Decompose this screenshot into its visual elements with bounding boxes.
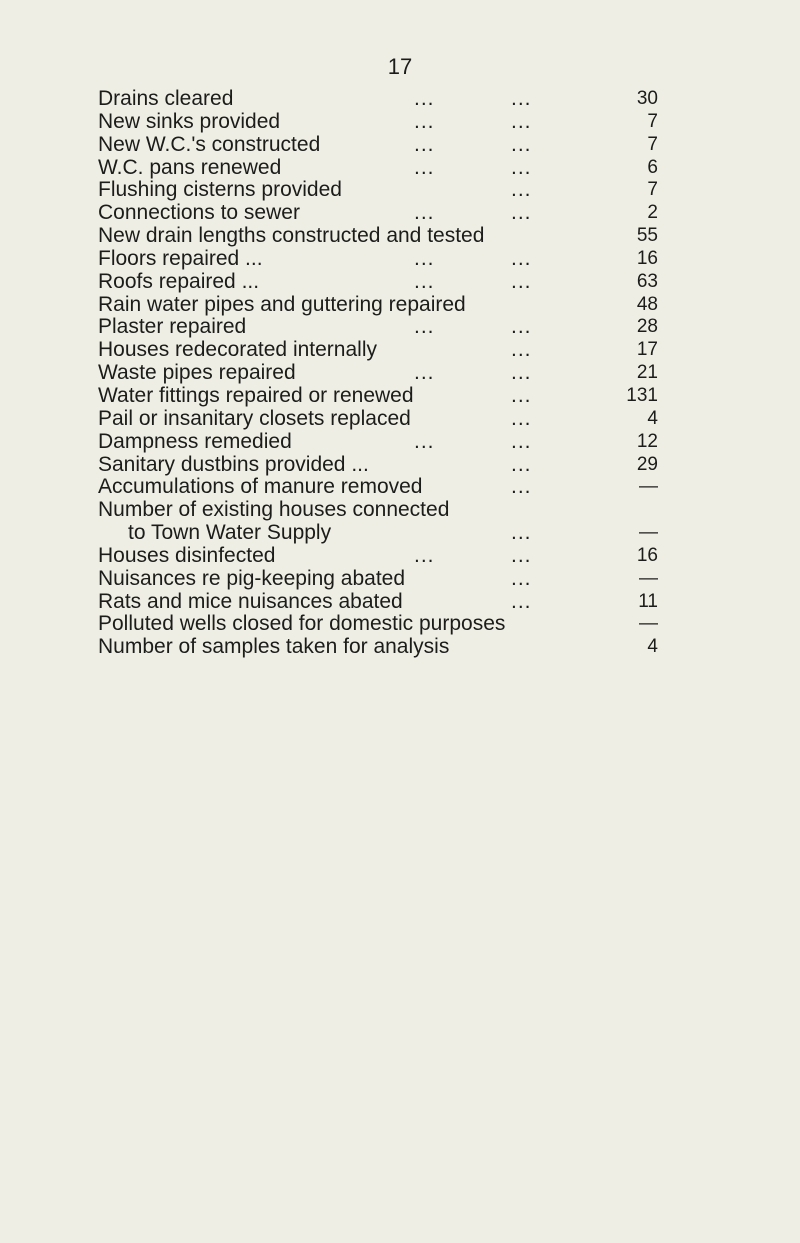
item-label: New W.C.'s constructed (98, 132, 321, 156)
list-item (98, 111, 658, 134)
leader-dots: ... (511, 269, 532, 293)
item-label: New sinks provided (98, 109, 281, 133)
item-label: Pail or insanitary closets replaced (98, 406, 411, 430)
item-value: 7 (647, 133, 658, 155)
item-label: New drain lengths constructed and tested (98, 224, 485, 248)
list-item (98, 613, 658, 636)
leader-dots: ... (414, 132, 435, 156)
list-item (98, 248, 658, 271)
leader-dots: ... (511, 429, 532, 453)
item-label: Water fittings repaired or renewed (98, 383, 414, 407)
item-value: — (639, 613, 658, 635)
item-label: Sanitary dustbins provided ... (98, 452, 369, 476)
leader-dots: ... (414, 429, 435, 453)
list-item (98, 522, 658, 545)
list-item (98, 499, 658, 522)
item-value: 7 (647, 179, 658, 201)
item-label: Accumulations of manure removed (98, 475, 423, 499)
leader-dots: ... (511, 452, 532, 476)
item-value: — (639, 476, 658, 498)
item-label: Number of existing houses connected (98, 498, 450, 522)
item-value: 55 (636, 225, 658, 247)
leader-dots: ... (511, 566, 532, 590)
list-item (98, 568, 658, 591)
item-label: Rain water pipes and guttering repaired (98, 292, 466, 316)
leader-dots: ... (511, 475, 532, 499)
item-value: 63 (636, 270, 658, 292)
item-label: Drains cleared (98, 87, 234, 110)
item-label: Rats and mice nuisances abated (98, 589, 403, 613)
list-item (98, 476, 658, 499)
item-value: — (639, 522, 658, 544)
leader-dots: ... (414, 246, 435, 270)
list-item (98, 408, 658, 431)
leader-dots: ... (414, 269, 435, 293)
item-value: 131 (626, 384, 658, 406)
list-item (98, 157, 658, 180)
item-value: 16 (636, 247, 658, 269)
item-value: 7 (647, 110, 658, 132)
page-number: 17 (387, 54, 413, 79)
item-value: 29 (636, 453, 658, 475)
leader-dots: ... (511, 246, 532, 270)
item-value: 2 (647, 202, 658, 224)
item-label: Floors repaired ... (98, 246, 263, 270)
item-label: Plaster repaired (98, 315, 247, 339)
leader-dots: ... (414, 155, 435, 179)
item-value: 11 (638, 590, 658, 612)
item-value: 30 (636, 88, 658, 109)
item-label: Polluted wells closed for domestic purposes (98, 612, 506, 636)
leader-dots: ... (511, 543, 532, 567)
item-label: Roofs repaired ... (98, 269, 260, 293)
list-item (98, 316, 658, 339)
list-item (98, 362, 658, 385)
leader-dots: ... (511, 87, 532, 110)
list-item (98, 271, 658, 294)
item-value: 28 (636, 316, 658, 338)
list-item (98, 179, 658, 202)
list-item (98, 545, 658, 568)
leader-dots: ... (511, 406, 532, 430)
leader-dots: ... (511, 521, 532, 545)
leader-dots: ... (511, 589, 532, 613)
item-value: — (639, 567, 658, 589)
list-item (98, 202, 658, 225)
leader-dots: ... (511, 201, 532, 225)
item-label: to Town Water Supply (128, 521, 332, 545)
leader-dots: ... (511, 315, 532, 339)
item-value: 12 (636, 430, 658, 452)
item-label: Houses disinfected (98, 543, 276, 567)
leader-dots: ... (511, 338, 532, 362)
leader-dots: ... (414, 201, 435, 225)
item-label: W.C. pans renewed (98, 155, 282, 179)
list-item (98, 88, 658, 111)
item-label: Flushing cisterns provided (98, 178, 342, 202)
item-value: 16 (636, 544, 658, 566)
leader-dots: ... (414, 109, 435, 133)
list-item (98, 385, 658, 408)
item-label: Number of samples taken for analysis (98, 635, 450, 659)
leader-dots: ... (414, 87, 435, 110)
leader-dots: ... (511, 361, 532, 385)
leader-dots: ... (511, 132, 532, 156)
leader-dots: ... (414, 361, 435, 385)
list-item (98, 225, 658, 248)
leader-dots: ... (414, 315, 435, 339)
item-label: Connections to sewer (98, 201, 300, 225)
leader-dots: ... (414, 543, 435, 567)
list-item (98, 294, 658, 317)
item-value: 6 (647, 156, 658, 178)
item-label: Houses redecorated internally (98, 338, 377, 362)
item-label: Dampness remedied (98, 429, 292, 453)
list-item (98, 339, 658, 362)
list-item (98, 431, 658, 454)
leader-dots: ... (511, 109, 532, 133)
item-label: Nuisances re pig-keeping abated (98, 566, 406, 590)
item-value: 17 (636, 339, 658, 361)
list-item (98, 636, 658, 659)
item-value: 4 (647, 636, 658, 658)
leader-dots: ... (511, 155, 532, 179)
item-value: 48 (636, 293, 658, 315)
item-value: 21 (636, 362, 658, 384)
list-item (98, 591, 658, 614)
item-value: 4 (647, 407, 658, 429)
list-item (98, 454, 658, 477)
leader-dots: ... (511, 383, 532, 407)
leader-dots: ... (511, 178, 532, 202)
list-item (98, 134, 658, 157)
sanitary-work-list (98, 88, 658, 659)
item-label: Waste pipes repaired (98, 361, 296, 385)
